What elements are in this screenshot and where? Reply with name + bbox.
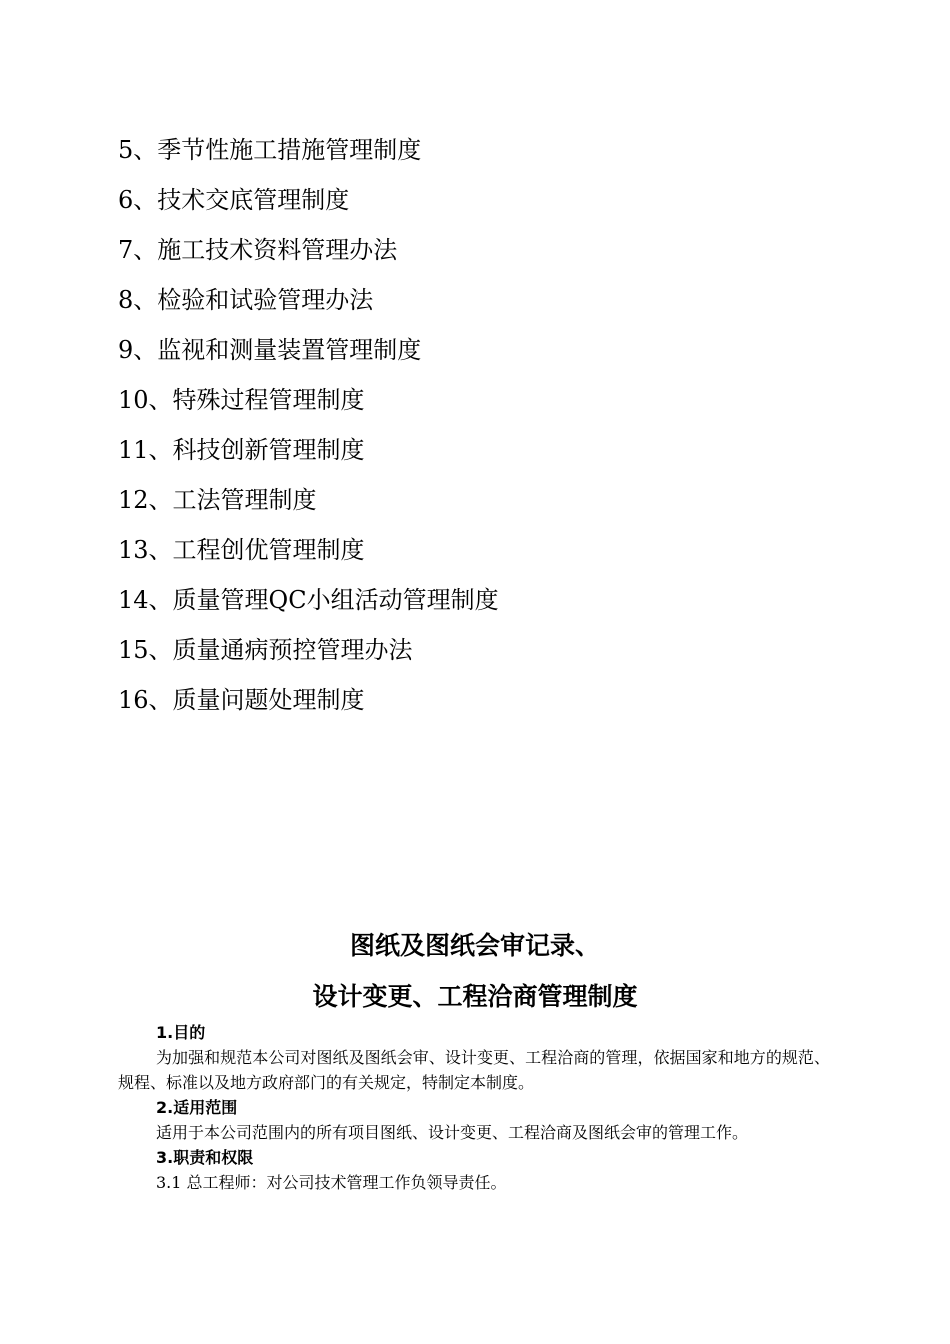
list-item: 15、质量通病预控管理办法 [118,636,413,664]
section-text-purpose: 为加强和规范本公司对图纸及图纸会审、设计变更、工程洽商的管理，依据国家和地方的规范、规程、标准以及地方政府部门的有关规定，特制定本制度。 [118,1048,830,1092]
list-item: 11、科技创新管理制度 [118,436,365,464]
title-line-1: 图纸及图纸会审记录、 [349,931,600,960]
list-item: 5、季节性施工措施管理制度 [118,136,422,164]
list-item: 12、工法管理制度 [118,486,317,514]
section-heading-purpose: 1.目的 [156,1023,206,1042]
section-heading-responsibilities: 3.职责和权限 [156,1148,254,1167]
list-item: 10、特殊过程管理制度 [118,386,365,414]
list-item: 6、技术交底管理制度 [118,186,350,214]
section-text-responsibilities: 3.1 总工程师：对公司技术管理工作负领导责任。 [156,1173,507,1192]
list-item: 8、检验和试验管理办法 [118,286,374,314]
document-body [118,1020,830,1195]
document-title [0,922,950,1024]
list-item: 9、监视和测量装置管理制度 [118,336,422,364]
procedure-list [118,128,838,728]
list-item: 16、质量问题处理制度 [118,686,365,714]
list-item: 13、工程创优管理制度 [118,536,365,564]
title-line-2: 设计变更、工程洽商管理制度 [312,982,638,1011]
section-heading-scope: 2.适用范围 [156,1098,238,1117]
section-text-scope: 适用于本公司范围内的所有项目图纸、设计变更、工程洽商及图纸会审的管理工作。 [156,1123,749,1142]
list-item: 14、质量管理QC小组活动管理制度 [118,586,499,614]
list-item: 7、施工技术资料管理办法 [118,236,398,264]
